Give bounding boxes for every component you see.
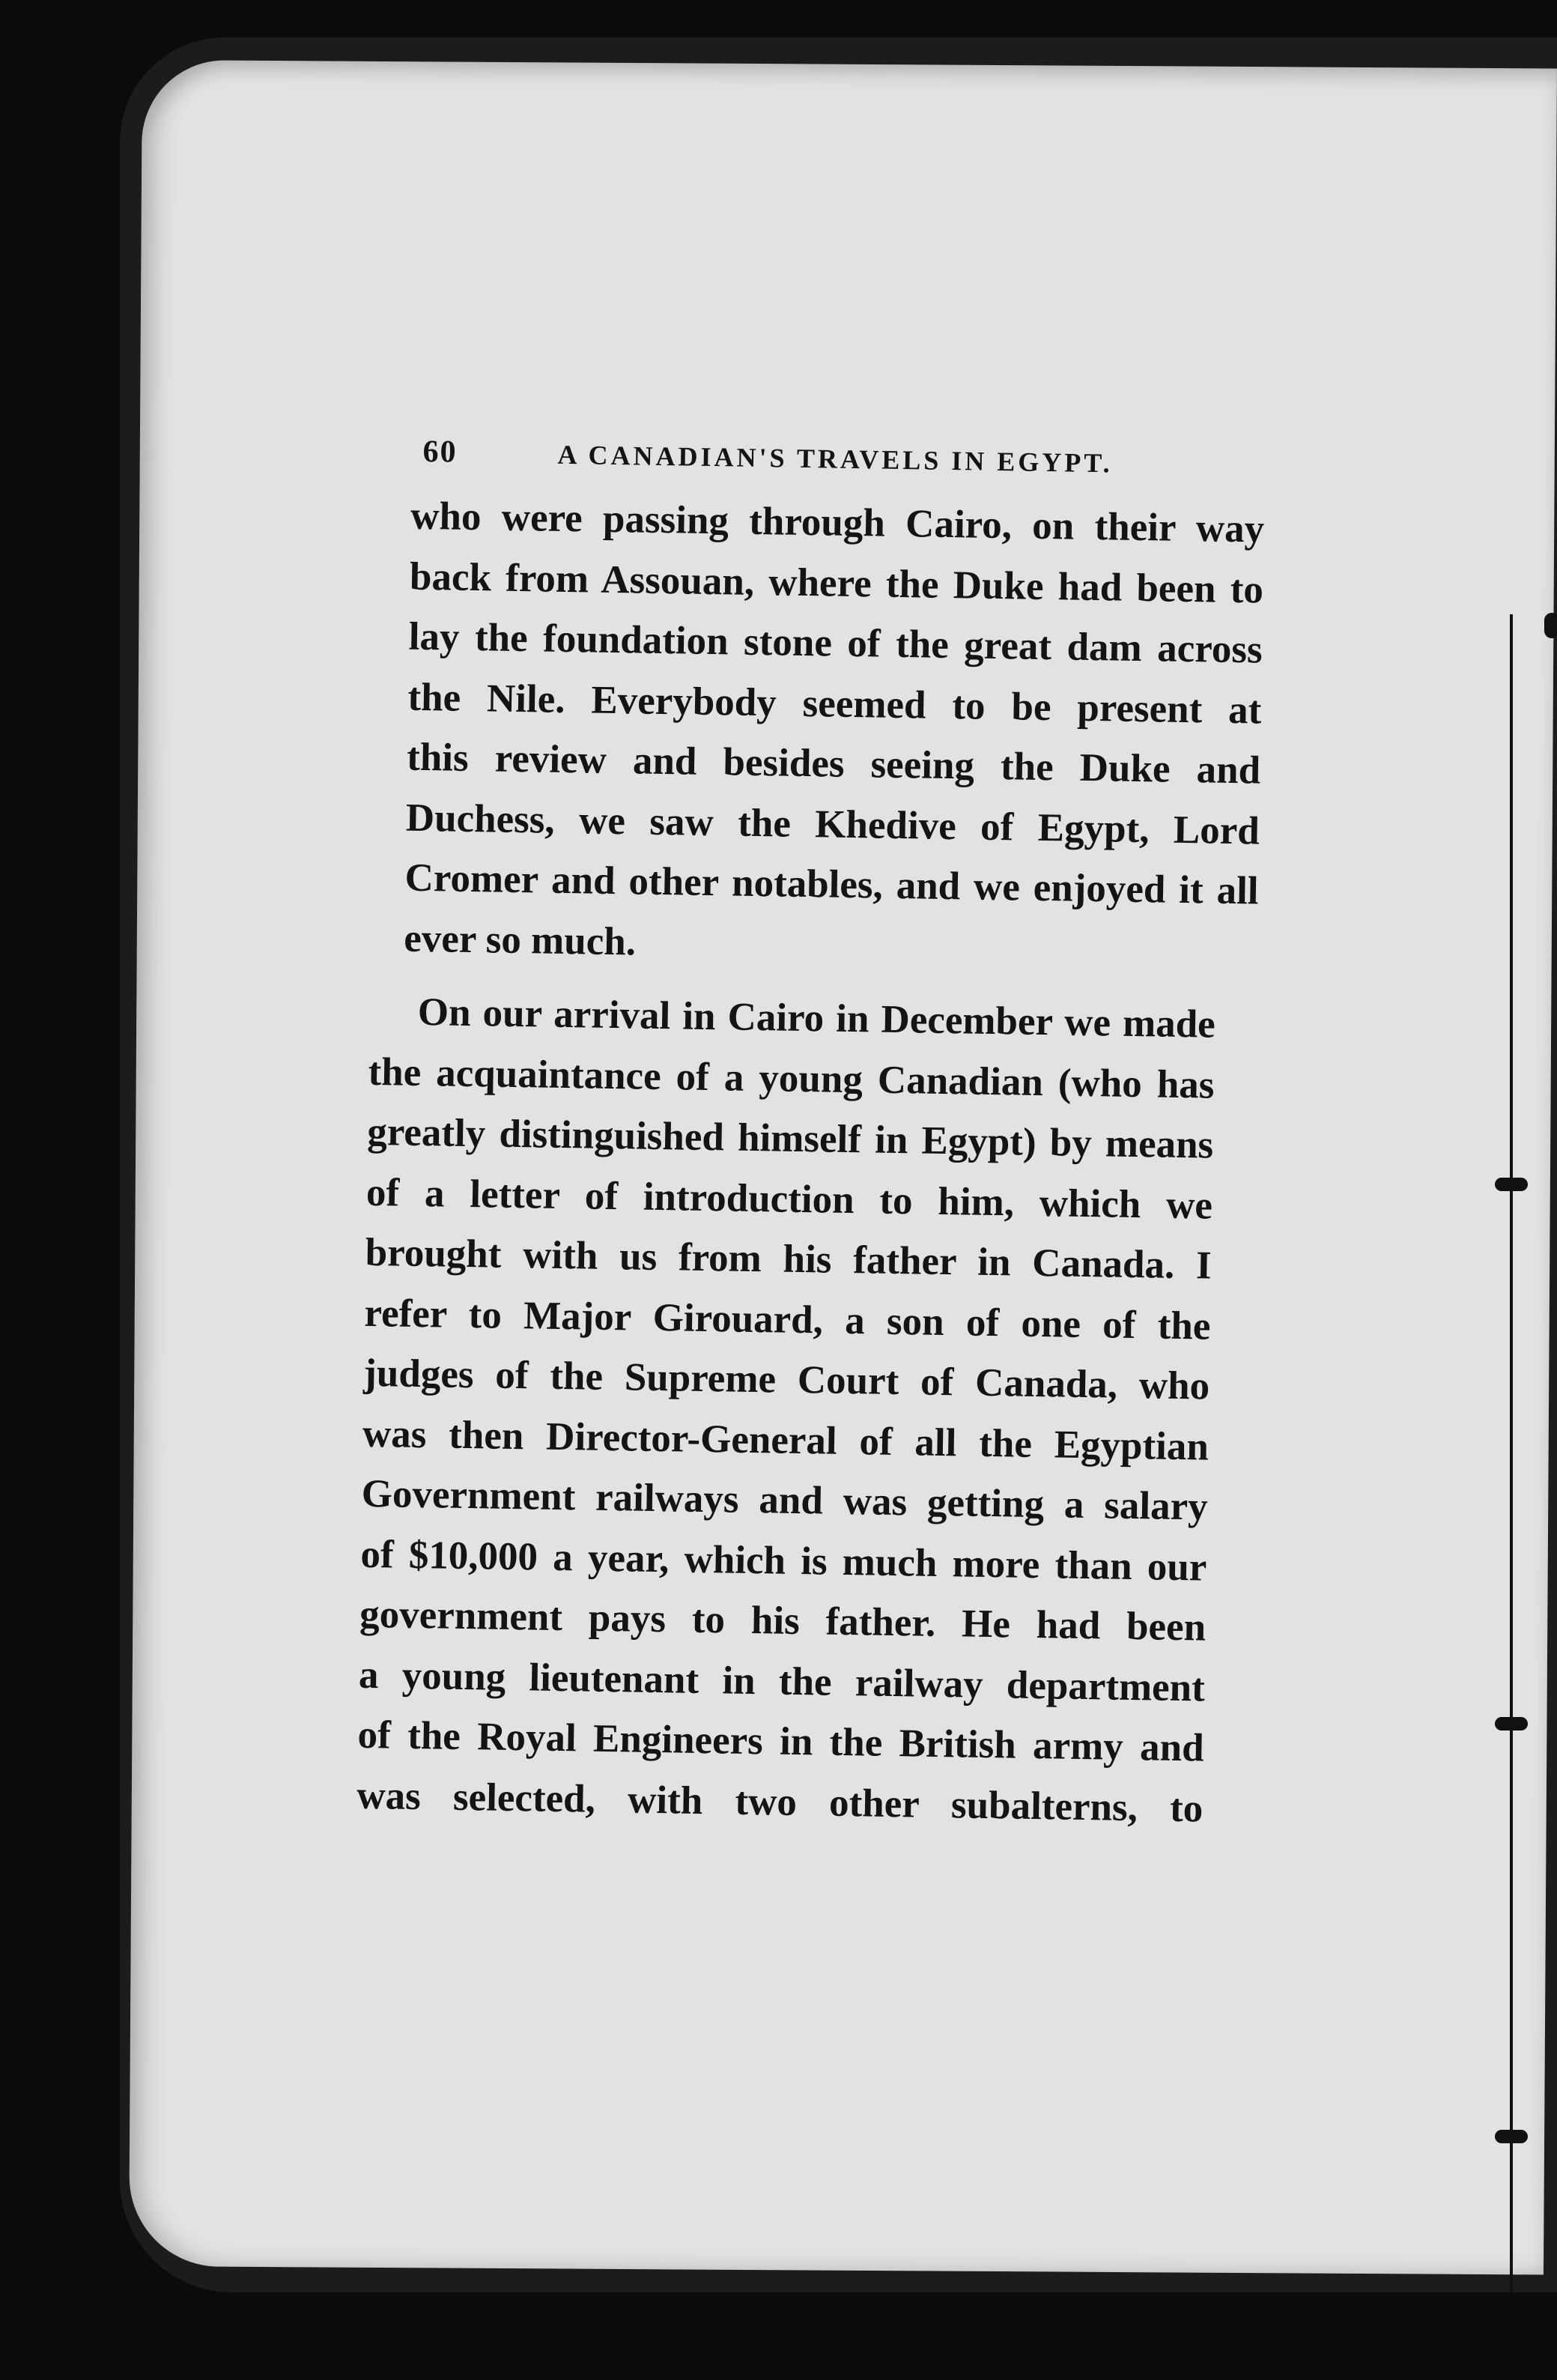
text-line: lay the foundation stone of the great dam across — [408, 614, 1263, 672]
text-line: of a letter of introduction to him, which we — [365, 1170, 1213, 1228]
page-text — [356, 433, 1277, 1840]
binding-mark — [1495, 2130, 1528, 2143]
text-line: judges of the Supreme Court of Canada, who — [362, 1351, 1210, 1408]
text-line: who were passing through Cairo, on their way — [410, 494, 1265, 551]
text-line: brought with us from his father in Canada. I — [365, 1230, 1212, 1288]
binding-mark — [1544, 613, 1557, 638]
text-line: government pays to his father. He had been — [359, 1592, 1207, 1650]
text-line: of $10,000 a year, which is much more than our — [360, 1532, 1207, 1590]
binding-mark — [1495, 1717, 1528, 1731]
paragraph-1 — [404, 486, 1265, 982]
text-line: Government railways and was getting a salary — [361, 1471, 1209, 1529]
text-line: the acquaintance of a young Canadian (who has — [368, 1050, 1215, 1107]
text-line: of the Royal Engineers in the British army and — [357, 1713, 1205, 1770]
text-line: was selected, with two other subalterns, to — [356, 1773, 1204, 1831]
text-line: a young lieutenant in the railway department — [358, 1653, 1206, 1710]
paragraph-2 — [356, 981, 1216, 1839]
text-line: the Nile. Everybody seemed to be present at — [407, 675, 1262, 733]
text-line: refer to Major Girouard, a son of one of the — [364, 1291, 1211, 1348]
text-line: On our arrival in Cairo in December we made — [417, 990, 1216, 1047]
text-line: this review and besides seeing the Duke and — [406, 735, 1261, 793]
text-line: greatly distinguished himself in Egypt) by means — [366, 1109, 1214, 1167]
text-line: was then Director-General of all the Egyptian — [362, 1411, 1210, 1469]
binding-mark — [1495, 1178, 1528, 1191]
text-line: Cromer and other notables, and we enjoyed it all — [404, 856, 1259, 913]
binding-line — [1510, 614, 1513, 2292]
text-line: Duchess, we saw the Khedive of Egypt, Lord — [405, 796, 1260, 853]
page-number: 60 — [422, 434, 458, 470]
text-line: back from Assouan, where the Duke had been to — [409, 554, 1264, 612]
text-line: ever so much. — [403, 916, 637, 963]
running-title: A CANADIAN'S TRAVELS IN EGYPT. — [557, 439, 1113, 479]
